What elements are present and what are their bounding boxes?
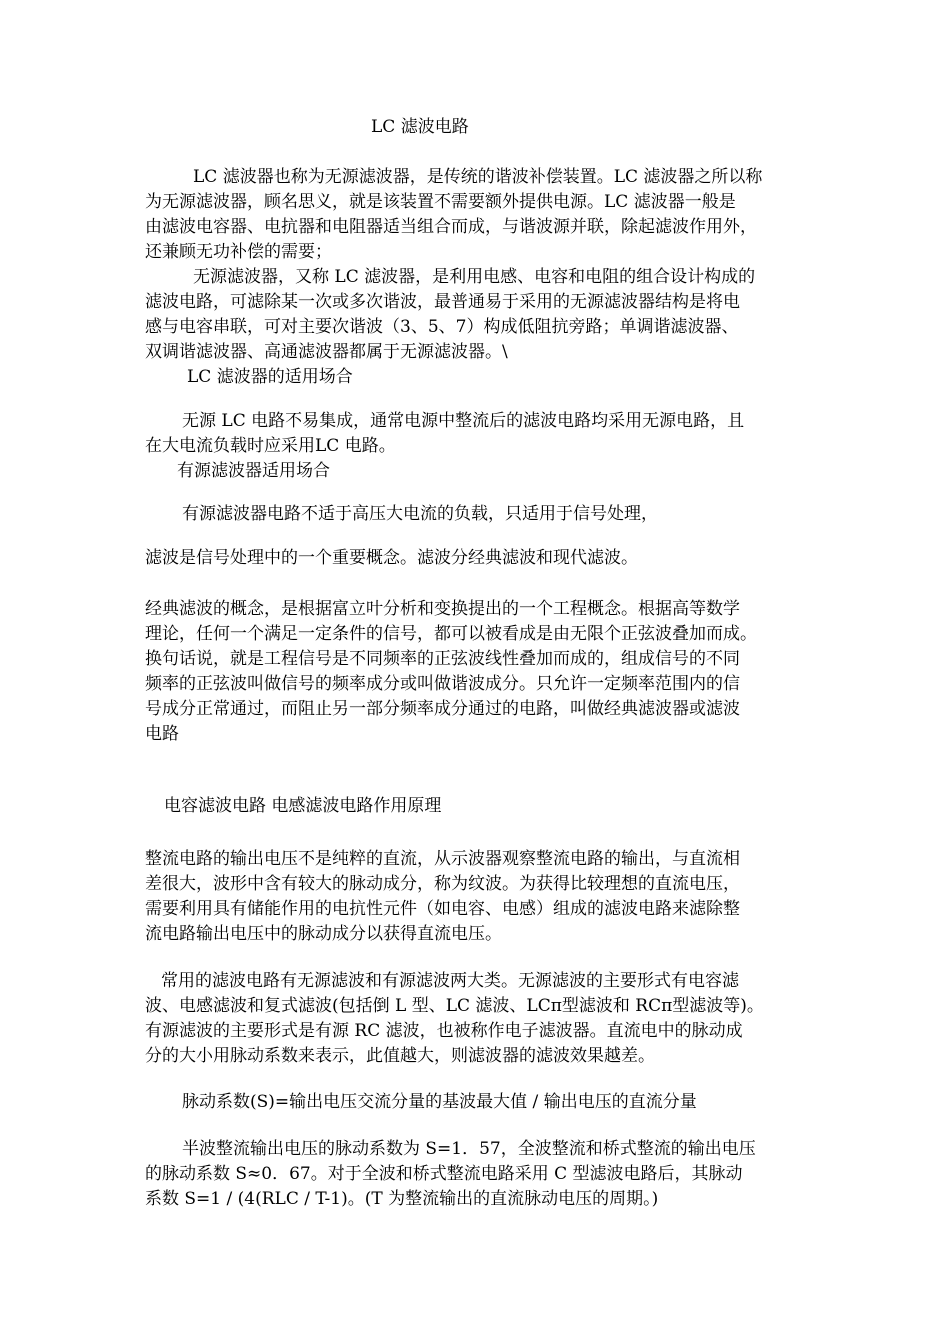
paragraph-10-line-4: 流电路输出电压中的脉动成分以获得直流电压。 xyxy=(145,924,502,944)
paragraph-13-line-3: 系数 S=1 / (4(RLC / T-1)。(T 为整流输出的直流脉动电压的周期。) xyxy=(145,1189,659,1209)
paragraph-10-line-2: 差很大，波形中含有较大的脉动成分，称为纹波。为获得比较理想的直流电压， xyxy=(145,874,740,894)
paragraph-7-line-1: 滤波是信号处理中的一个重要概念。滤波分经典滤波和现代滤波。 xyxy=(145,548,638,568)
paragraph-6-line-1: 有源滤波器电路不适于高压大电流的负载，只适用于信号处理， xyxy=(182,504,658,524)
paragraph-8-line-3: 换句话说，就是工程信号是不同频率的正弦波线性叠加而成的，组成信号的不同 xyxy=(145,649,740,669)
paragraph-1-line-4: 还兼顾无功补偿的需要； xyxy=(145,242,332,262)
paragraph-2-line-4: 双调谐滤波器、高通滤波器都属于无源滤波器。\ xyxy=(145,342,508,362)
paragraph-2-line-3: 感与电容串联，可对主要次谐波（3、5、7）构成低阻抗旁路；单调谐滤波器、 xyxy=(145,317,739,337)
paragraph-2-line-1: 无源滤波器，又称 LC 滤波器，是利用电感、电容和电阻的组合设计构成的 xyxy=(193,267,756,287)
paragraph-8-line-1: 经典滤波的概念，是根据富立叶分析和变换提出的一个工程概念。根据高等数学 xyxy=(145,599,740,619)
paragraph-8-line-4: 频率的正弦波叫做信号的频率成分或叫做谐波成分。只允许一定频率范围内的信 xyxy=(145,674,740,694)
paragraph-4-line-2: 在大电流负载时应采用LC 电路。 xyxy=(145,436,396,456)
paragraph-1-line-1: LC 滤波器也称为无源滤波器，是传统的谐波补偿装置。LC 滤波器之所以称 xyxy=(193,167,763,187)
section-heading-filter-principle: 电容滤波电路 电感滤波电路作用原理 xyxy=(164,796,442,816)
document-title: LC 滤波电路 xyxy=(371,117,469,137)
paragraph-10-line-1: 整流电路的输出电压不是纯粹的直流，从示波器观察整流电路的输出，与直流相 xyxy=(145,849,740,869)
section-heading-active-applications: 有源滤波器适用场合 xyxy=(177,461,330,481)
paragraph-10-line-3: 需要利用具有储能作用的电抗性元件（如电容、电感）组成的滤波电路来滤除整 xyxy=(145,899,740,919)
paragraph-11-line-2: 波、电感滤波和复式滤波(包括倒 L 型、LC 滤波、LCπ型滤波和 RCπ型滤波等)。 xyxy=(145,996,764,1016)
paragraph-1-line-2: 为无源滤波器，顾名思义，就是该装置不需要额外提供电源。LC 滤波器一般是 xyxy=(145,192,736,212)
paragraph-13-line-2: 的脉动系数 S≈0．67。对于全波和桥式整流电路采用 C 型滤波电路后，其脉动 xyxy=(145,1164,743,1184)
paragraph-11-line-4: 分的大小用脉动系数来表示，此值越大，则滤波器的滤波效果越差。 xyxy=(145,1046,655,1066)
paragraph-11-line-1: 常用的滤波电路有无源滤波和有源滤波两大类。无源滤波的主要形式有电容滤 xyxy=(161,971,739,991)
section-heading-lc-applications: LC 滤波器的适用场合 xyxy=(187,367,353,387)
paragraph-4-line-1: 无源 LC 电路不易集成，通常电源中整流后的滤波电路均采用无源电路，且 xyxy=(182,411,745,431)
paragraph-8-line-5: 号成分正常通过，而阻止另一部分频率成分通过的电路，叫做经典滤波器或滤波 xyxy=(145,699,740,719)
paragraph-8-line-2: 理论，任何一个满足一定条件的信号，都可以被看成是由无限个正弦波叠加而成。 xyxy=(145,624,757,644)
paragraph-13-line-1: 半波整流输出电压的脉动系数为 S=1．57，全波整流和桥式整流的输出电压 xyxy=(182,1139,756,1159)
ripple-factor-formula: 脉动系数(S)=输出电压交流分量的基波最大值 / 输出电压的直流分量 xyxy=(182,1092,697,1112)
paragraph-1-line-3: 由滤波电容器、电抗器和电阻器适当组合而成，与谐波源并联，除起滤波作用外， xyxy=(145,217,757,237)
paragraph-11-line-3: 有源滤波的主要形式是有源 RC 滤波，也被称作电子滤波器。直流电中的脉动成 xyxy=(145,1021,743,1041)
paragraph-2-line-2: 滤波电路，可滤除某一次或多次谐波，最普通易于采用的无源滤波器结构是将电 xyxy=(145,292,740,312)
paragraph-8-line-6: 电路 xyxy=(145,724,179,744)
